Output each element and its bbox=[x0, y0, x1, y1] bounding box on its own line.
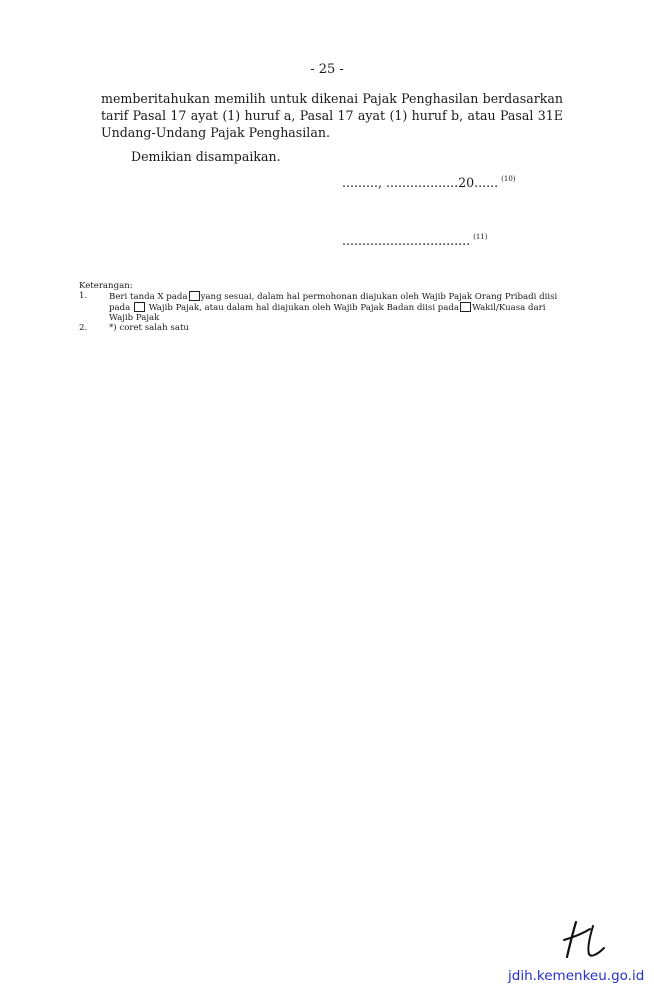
notes-title: Keterangan: bbox=[79, 281, 133, 291]
page-number: - 25 - bbox=[310, 62, 344, 77]
paragraph-line: memberitahukan memilih untuk dikenai Pajak Penghasilan berdasarkan bbox=[101, 91, 563, 106]
note-item-2 bbox=[79, 323, 569, 333]
place-date-line bbox=[342, 175, 516, 190]
notes-section bbox=[79, 281, 569, 333]
note-number: 2. bbox=[79, 323, 88, 333]
place-date-dots: ........., ..................20...... bbox=[342, 175, 499, 190]
closing-statement: Demikian disampaikan. bbox=[131, 149, 281, 164]
handwritten-initials bbox=[560, 918, 610, 960]
checkbox-square-icon bbox=[189, 291, 200, 301]
note-text: yang sesuai, dalam hal permohonan diajukan oleh Wajib Pajak Orang Pribadi diisi pada bbox=[109, 292, 558, 313]
body-paragraph bbox=[101, 90, 563, 141]
note-text: Wajib Pajak, atau dalam hal diajukan oleh Wajib Pajak Badan diisi pada bbox=[148, 303, 460, 313]
checkbox-square-icon bbox=[134, 302, 145, 312]
note-number: 1. bbox=[79, 291, 88, 301]
paragraph-line: tarif Pasal 17 ayat (1) huruf a, Pasal 17 ayat (1) huruf b, atau Pasal 31E bbox=[101, 108, 563, 123]
note-text: Beri tanda X pada bbox=[109, 292, 188, 302]
note-text: Wakil/Kuasa dari Wajib Pajak bbox=[109, 303, 546, 323]
reference-marker-11: (11) bbox=[473, 233, 488, 241]
note-text: *) coret salah satu bbox=[109, 323, 189, 333]
signature-dots: ................................ bbox=[342, 233, 471, 248]
signature-line bbox=[342, 233, 487, 248]
paragraph-line: Undang-Undang Pajak Penghasilan. bbox=[101, 125, 330, 140]
footer-source-link[interactable]: jdih.kemenkeu.go.id bbox=[508, 968, 645, 984]
checkbox-square-icon bbox=[460, 302, 471, 312]
note-item-1 bbox=[79, 291, 569, 323]
reference-marker-10: (10) bbox=[501, 175, 516, 183]
